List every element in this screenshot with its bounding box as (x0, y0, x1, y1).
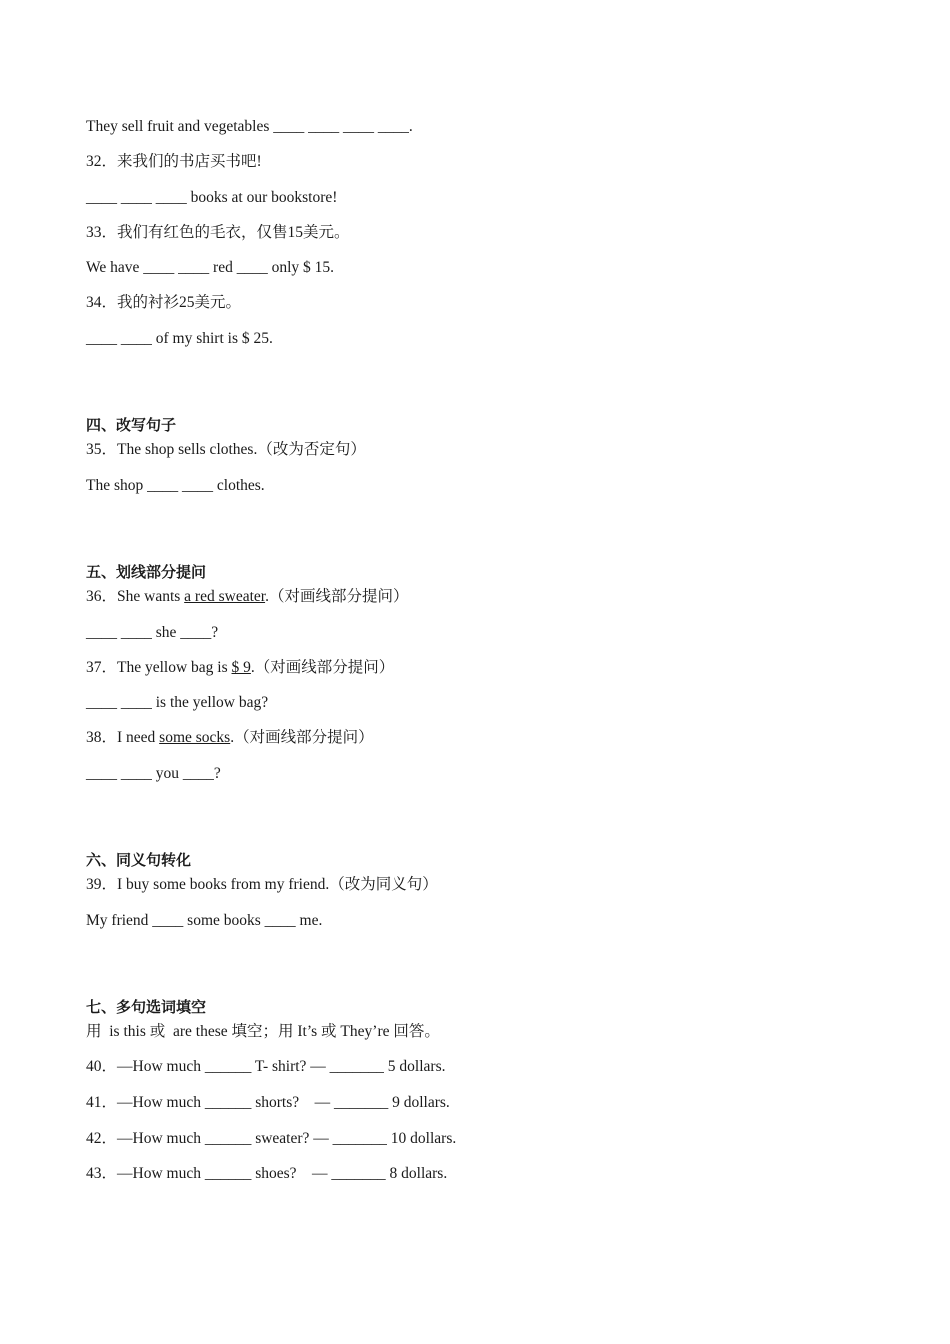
section-heading-synonym: 六、同义句转化 (86, 851, 192, 869)
answer-line-32: ____ ____ ____ books at our bookstore! (86, 189, 338, 206)
instruction: 用 is this 或 are these 填空；用 It’s 或 They’re 回答。 (86, 1023, 440, 1040)
answer-line-33: We have ____ ____ red ____ only $ 15. (86, 259, 334, 276)
answer-line-35: The shop ____ ____ clothes. (86, 477, 265, 494)
answer-line-37: ____ ____ is the yellow bag? (86, 694, 269, 711)
question-41: 41．—How much ______ shorts? — _______ 9 dollars. (86, 1094, 450, 1111)
question-36-text: 36．She wants (86, 588, 185, 605)
question-42: 42．—How much ______ sweater? — _______ 10 dollars. (86, 1130, 457, 1147)
question-32: 32．来我们的书店买书吧! (86, 153, 262, 170)
answer-line-38: ____ ____ you ____? (86, 765, 221, 782)
answer-line-34: ____ ____ of my shirt is $ 25. (86, 330, 273, 347)
question-36 (86, 587, 408, 607)
question-40: 40．—How much ______ T- shirt? — _______ 5 dollars. (86, 1058, 446, 1075)
question-38-text: 38．I need (86, 729, 160, 746)
underlined-phrase-36: a red sweater (184, 588, 266, 605)
question-39: 39．I buy some books from my friend.（改为同义句） (86, 876, 438, 893)
answer-line-31: They sell fruit and vegetables ____ ____ ____ ____. (86, 118, 413, 135)
question-36-hint: .（对画线部分提问） (265, 588, 409, 605)
question-37 (86, 658, 394, 678)
question-33: 33．我们有红色的毛衣，仅售15美元。 (86, 224, 350, 241)
question-37-hint: .（对画线部分提问） (250, 659, 395, 676)
section-heading-underline-question: 五、划线部分提问 (86, 563, 207, 581)
question-35: 35．The shop sells clothes.（改为否定句） (86, 441, 366, 458)
question-34: 34．我的衬衫25美元。 (86, 294, 242, 311)
section-heading-fill-blank: 七、多句选词填空 (86, 998, 207, 1016)
question-37-text: 37．The yellow bag is (86, 659, 232, 676)
question-43: 43．—How much ______ shoes? — _______ 8 dollars. (86, 1165, 448, 1182)
question-38-hint: .（对画线部分提问） (230, 729, 374, 746)
section-heading-rewrite: 四、改写句子 (86, 416, 177, 434)
underlined-phrase-38: some socks (159, 729, 231, 746)
answer-line-36: ____ ____ she ____? (86, 624, 219, 641)
answer-line-39: My friend ____ some books ____ me. (86, 912, 323, 929)
underlined-phrase-37: $ 9 (231, 659, 251, 676)
question-38 (86, 728, 374, 748)
